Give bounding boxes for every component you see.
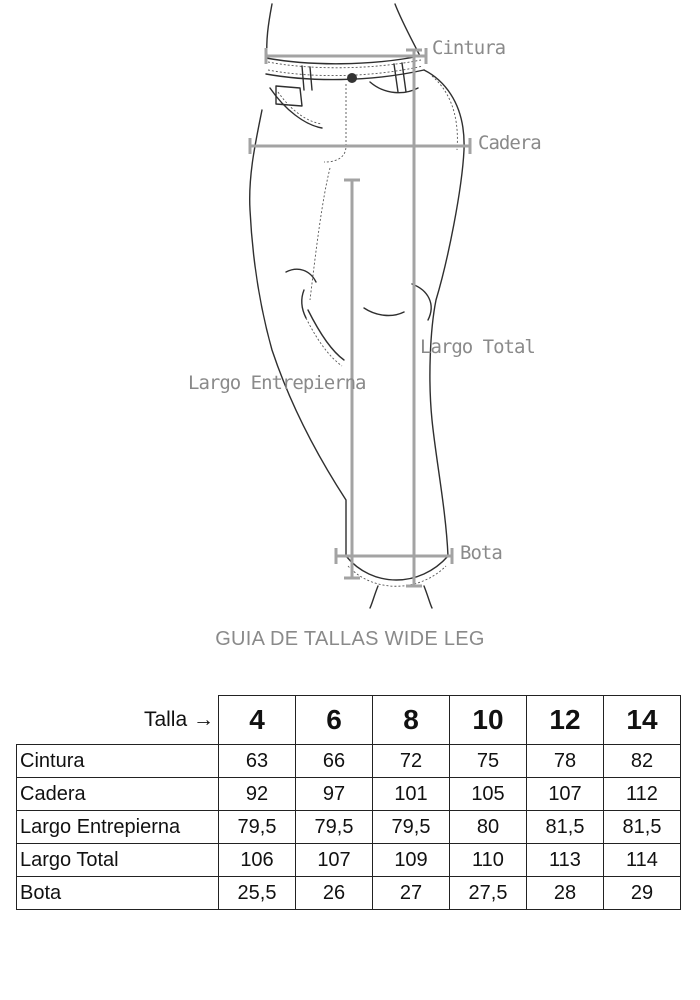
table-cell: 113 <box>527 844 604 877</box>
table-row <box>17 811 681 844</box>
size-header: 8 <box>373 696 450 745</box>
table-row <box>17 877 681 910</box>
table-cell: 29 <box>604 877 681 910</box>
table-cell: 114 <box>604 844 681 877</box>
table-cell: 81,5 <box>604 811 681 844</box>
table-cell: 66 <box>296 745 373 778</box>
table-row <box>17 778 681 811</box>
size-header: 12 <box>527 696 604 745</box>
label-largo-entrepierna: Largo Entrepierna <box>188 372 366 394</box>
hip-measure-line <box>250 138 470 154</box>
size-header: 14 <box>604 696 681 745</box>
row-label: Cintura <box>17 745 219 778</box>
table-cell: 81,5 <box>527 811 604 844</box>
total-length-measure-line <box>406 50 422 586</box>
table-cell: 75 <box>450 745 527 778</box>
table-cell: 109 <box>373 844 450 877</box>
size-header-row <box>17 696 681 745</box>
table-cell: 107 <box>296 844 373 877</box>
row-label: Largo Entrepierna <box>17 811 219 844</box>
table-cell: 112 <box>604 778 681 811</box>
arrow-right-icon: → <box>193 707 214 731</box>
row-label: Largo Total <box>17 844 219 877</box>
row-label: Cadera <box>17 778 219 811</box>
size-header: 4 <box>219 696 296 745</box>
table-cell: 26 <box>296 877 373 910</box>
label-cadera: Cadera <box>478 132 541 154</box>
table-cell: 110 <box>450 844 527 877</box>
table-cell: 92 <box>219 778 296 811</box>
label-cintura: Cintura <box>432 37 506 59</box>
table-cell: 78 <box>527 745 604 778</box>
table-row <box>17 844 681 877</box>
table-cell: 28 <box>527 877 604 910</box>
table-cell: 101 <box>373 778 450 811</box>
table-cell: 25,5 <box>219 877 296 910</box>
table-cell: 80 <box>450 811 527 844</box>
page-title: GUIA DE TALLAS WIDE LEG <box>215 628 485 650</box>
size-header: 6 <box>296 696 373 745</box>
size-header-label: Talla <box>143 707 188 731</box>
table-cell: 106 <box>219 844 296 877</box>
table-cell: 79,5 <box>219 811 296 844</box>
table-cell: 63 <box>219 745 296 778</box>
table-cell: 79,5 <box>296 811 373 844</box>
label-bota: Bota <box>460 542 502 564</box>
table-cell: 79,5 <box>373 811 450 844</box>
size-header: 10 <box>450 696 527 745</box>
table-cell: 72 <box>373 745 450 778</box>
size-header-label-cell <box>17 696 219 745</box>
table-cell: 82 <box>604 745 681 778</box>
label-largo-total: Largo Total <box>420 336 535 358</box>
table-row <box>17 745 681 778</box>
size-table <box>16 695 681 910</box>
row-label: Bota <box>17 877 219 910</box>
table-cell: 27 <box>373 877 450 910</box>
jeans-illustration <box>250 4 464 608</box>
table-cell: 107 <box>527 778 604 811</box>
table-cell: 105 <box>450 778 527 811</box>
table-cell: 97 <box>296 778 373 811</box>
table-cell: 27,5 <box>450 877 527 910</box>
